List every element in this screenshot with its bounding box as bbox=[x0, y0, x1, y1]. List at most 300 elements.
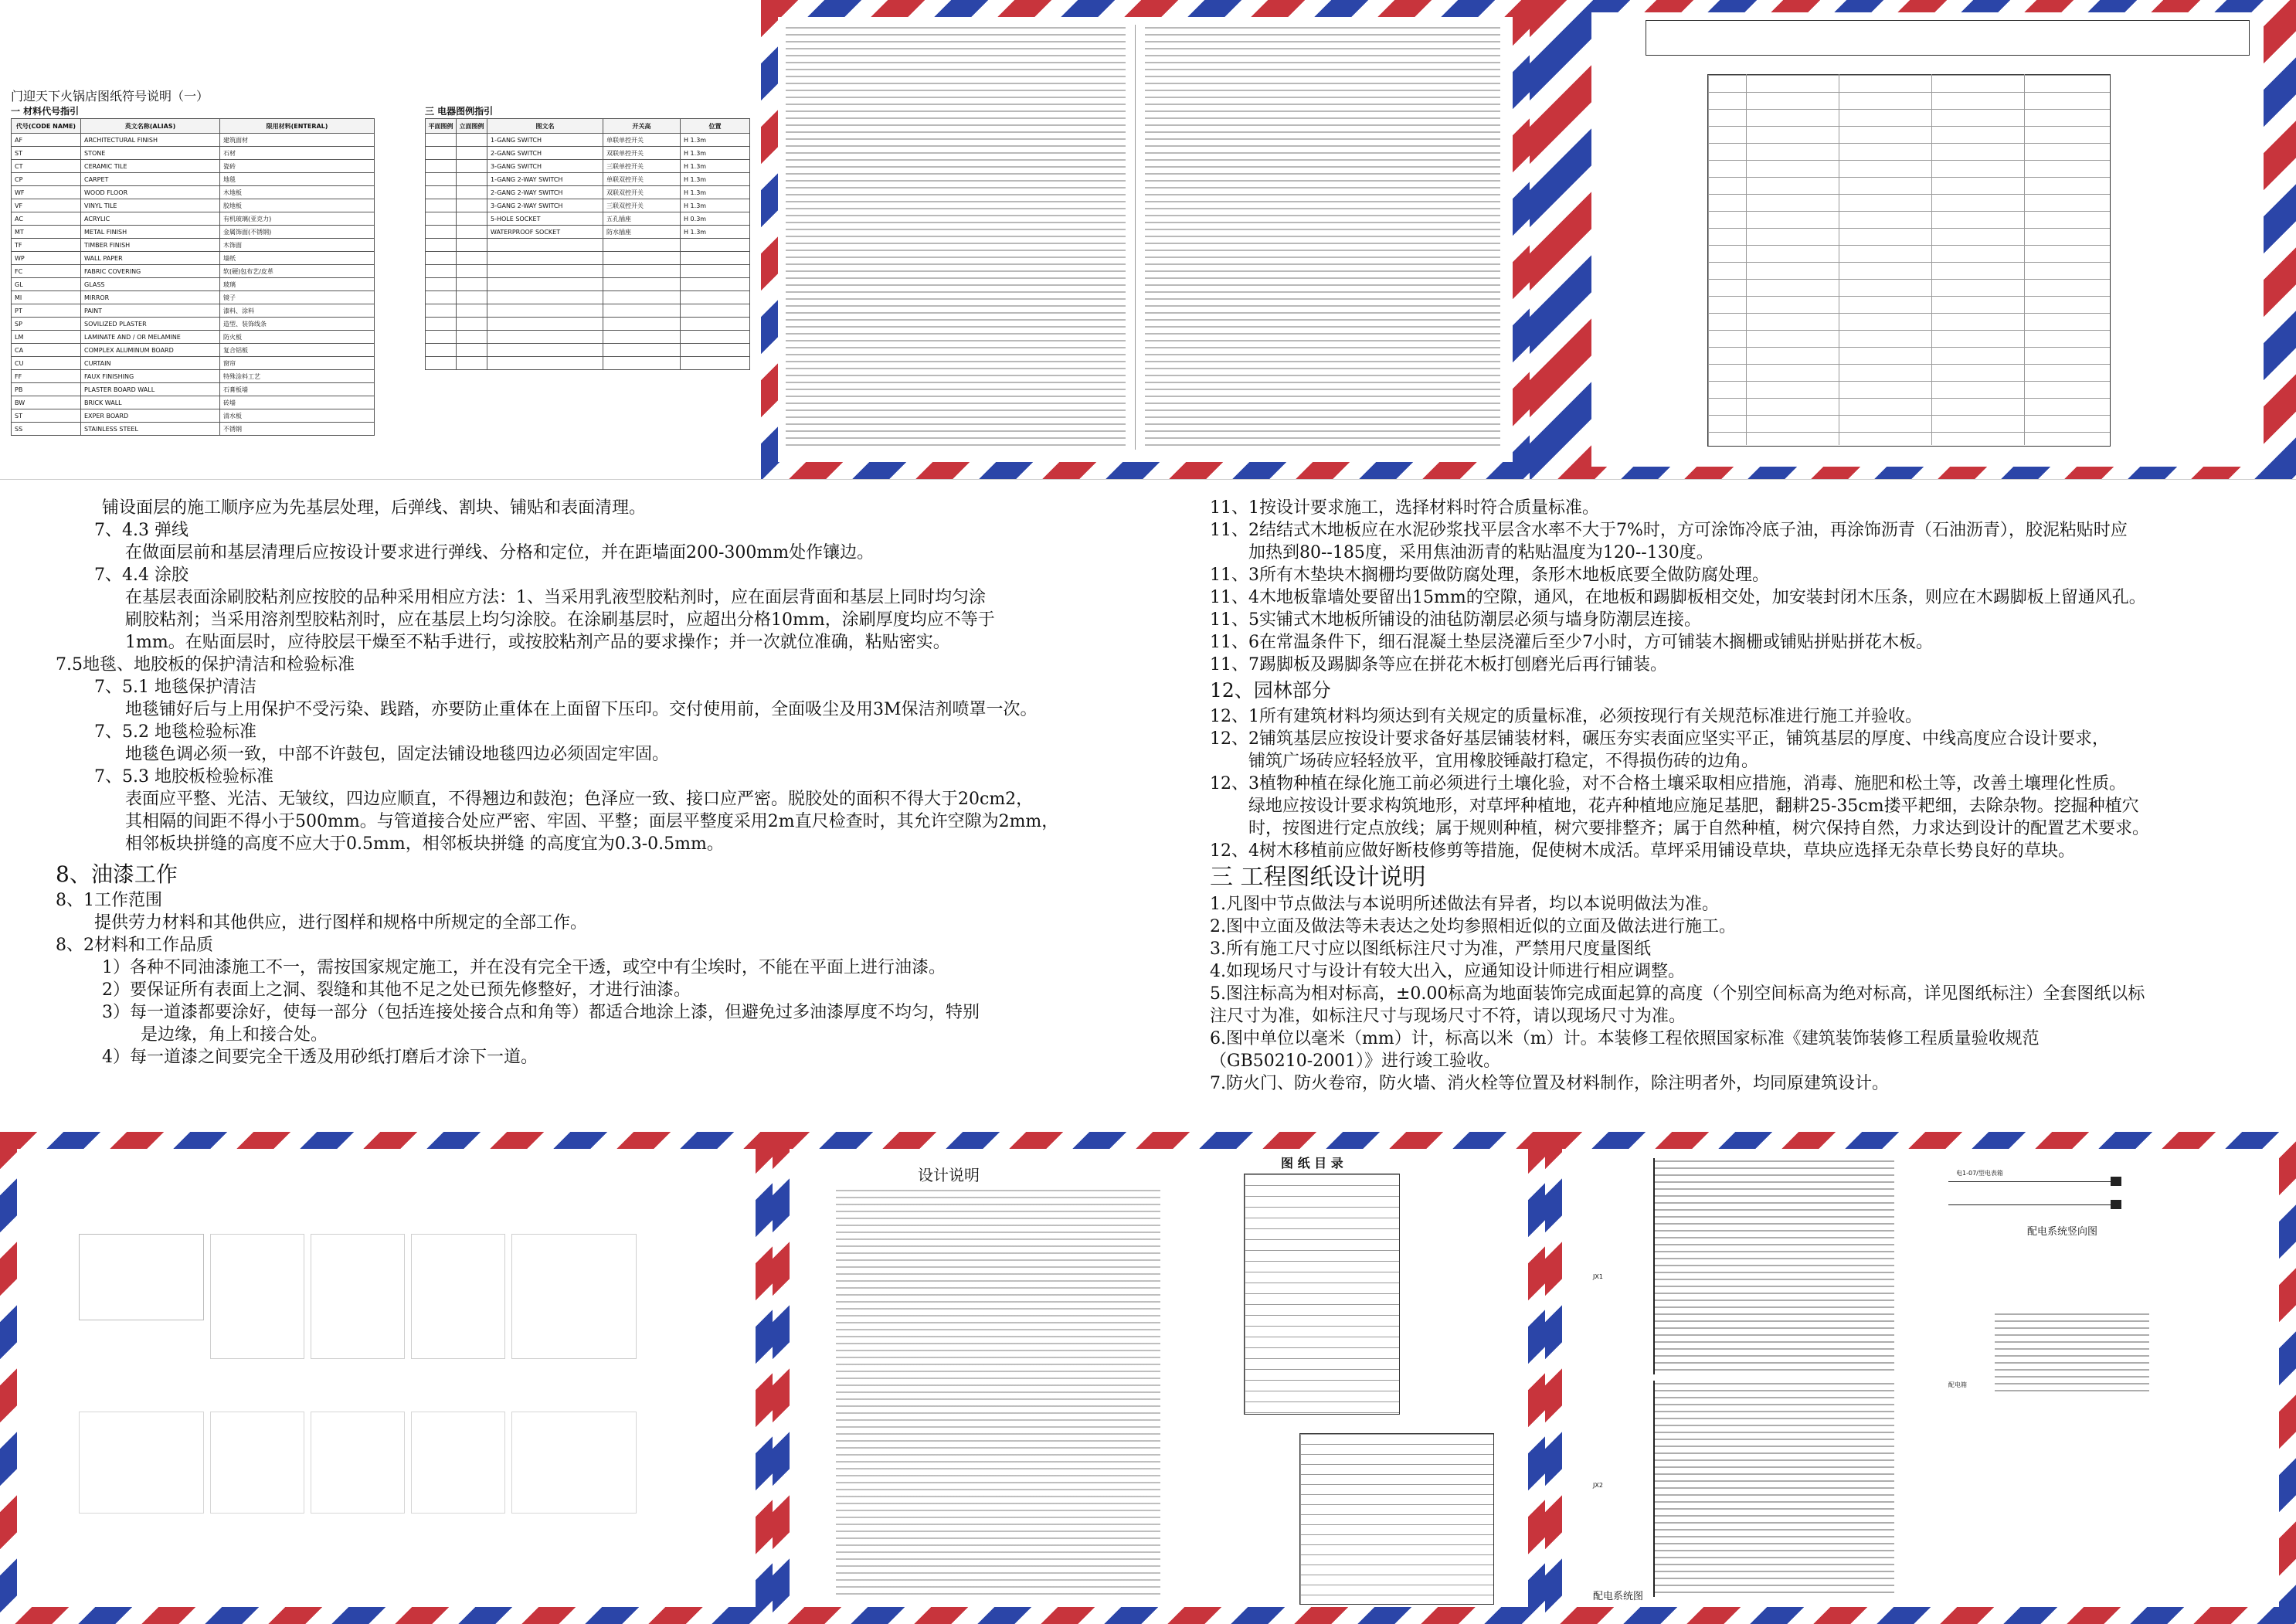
distribution-vertical-title: 配电系统竖向图 bbox=[2027, 1226, 2098, 1238]
material-name: 建筑面材 bbox=[220, 134, 375, 147]
electrical-empty-row bbox=[426, 357, 750, 370]
electrical-empty-row bbox=[426, 278, 750, 291]
spec-line: 时，按图进行定点放线；属于规则种植，树穴要排整齐；属于自然种植，树穴保持自然，力求达到设计的配置艺术要求。 bbox=[1248, 819, 2150, 838]
distribution-title: 配电系统图 bbox=[1593, 1591, 1644, 1602]
meter-box-label: 电1-07/型电表箱 bbox=[1956, 1170, 2003, 1177]
box-label: 配电箱 bbox=[1948, 1381, 1967, 1388]
empty-cell bbox=[487, 331, 603, 344]
spec-line: 是边缘，角上和接合处。 bbox=[141, 1025, 328, 1045]
electrical-row bbox=[426, 212, 750, 226]
circuit-list-lower bbox=[1655, 1381, 1894, 1597]
spec-line: 注尺寸为准，如标注尺寸与现场尺寸不符，请以现场尺寸为准。 bbox=[1210, 1007, 1686, 1026]
materials-row bbox=[12, 186, 375, 199]
material-code: CA bbox=[12, 344, 81, 357]
spec-column-right bbox=[1145, 25, 1500, 450]
material-name: 不锈钢 bbox=[220, 423, 375, 436]
elevation-symbol bbox=[457, 186, 487, 199]
spec-line: 刷胶粘剂；当采用溶剂型胶粘剂时，应在基层上均匀涂胶。在涂刷基层时，应超出分格10mm，涂刷厚度均应不等于 bbox=[125, 610, 995, 630]
spec-line: 3.所有施工尺寸应以图纸标注尺寸为准，严禁用尺度量图纸 bbox=[1210, 939, 1651, 959]
materials-header-alias: 英文名称(ALIAS) bbox=[81, 119, 220, 134]
material-name: 墙纸 bbox=[220, 252, 375, 265]
material-name: 窗帘 bbox=[220, 357, 375, 370]
empty-cell bbox=[457, 304, 487, 318]
material-alias: VINYL TILE bbox=[81, 199, 220, 212]
material-alias: ARCHITECTURAL FINISH bbox=[81, 134, 220, 147]
spec-line: 7、5.2 地毯检验标准 bbox=[94, 722, 256, 742]
spec-line: 12、4树木移植前应做好断枝修剪等措施，促使树木成活。草坪采用铺设草块，草块应选择无杂草长势良好的草块。 bbox=[1210, 841, 2075, 861]
spec-line: 在做面层前和基层清理后应按设计要求进行弹线、分格和定位，并在距墙面200-300mm处作镶边。 bbox=[125, 543, 875, 562]
spec-line: 7、5.3 地胶板检验标准 bbox=[94, 767, 273, 787]
spec-line: 11、7踢脚板及踢脚条等应在拼花木板打刨磨光后再行铺装。 bbox=[1210, 655, 1667, 674]
empty-cell bbox=[426, 252, 457, 265]
material-code: LM bbox=[12, 331, 81, 344]
spec-line: 1mm。在贴面层时，应待胶层干燥至不粘手进行，或按胶粘剂产品的要求操作；并一次就位准确，粘贴密实。 bbox=[125, 633, 950, 652]
elevation-symbol bbox=[457, 226, 487, 239]
materials-row bbox=[12, 265, 375, 278]
device-name: 2-GANG SWITCH bbox=[487, 147, 603, 160]
drawing-thumbnail bbox=[411, 1234, 505, 1359]
material-code: BW bbox=[12, 396, 81, 409]
spec-line: 11、6在常温条件下，细石混凝土垫层浇灌后至少7小时，方可铺装木搁栅或铺贴拼贴拼花木板。 bbox=[1210, 633, 1933, 652]
materials-row bbox=[12, 199, 375, 212]
mount-position: H 0.3m bbox=[681, 212, 750, 226]
materials-row bbox=[12, 291, 375, 304]
material-alias: CARPET bbox=[81, 173, 220, 186]
spec-line: 绿地应按设计要求构筑地形，对草坪种植地，花卉种植地应施足基肥，翻耕25-35cm搂平耙细，去除杂物。挖掘种植穴 bbox=[1248, 797, 2139, 816]
empty-cell bbox=[426, 278, 457, 291]
materials-header-row bbox=[12, 119, 375, 134]
electrical-table bbox=[425, 118, 750, 370]
branch-circuit-block bbox=[1995, 1311, 2149, 1396]
device-name: WATERPROOF SOCKET bbox=[487, 226, 603, 239]
material-name: 复合铝板 bbox=[220, 344, 375, 357]
material-code: MT bbox=[12, 226, 81, 239]
electrical-section-title: 三 电器图例指引 bbox=[425, 106, 494, 117]
elevation-symbol bbox=[457, 147, 487, 160]
empty-cell bbox=[487, 265, 603, 278]
material-alias: STAINLESS STEEL bbox=[81, 423, 220, 436]
material-name: 木地板 bbox=[220, 186, 375, 199]
device-name: 2-GANG 2-WAY SWITCH bbox=[487, 186, 603, 199]
materials-row bbox=[12, 423, 375, 436]
spec-line: 1.凡图中节点做法与本说明所述做法有异者，均以本说明做法为准。 bbox=[1210, 895, 1719, 914]
distribution-panel bbox=[1545, 1132, 2296, 1624]
material-name: 瓷砖 bbox=[220, 160, 375, 173]
empty-cell bbox=[487, 239, 603, 252]
spec-line: 表面应平整、光洁、无皱纹，四边应顺直，不得翘边和鼓泡；色泽应一致、接口应严密。脱胶处的面积不得大于20cm2， bbox=[125, 790, 1034, 809]
material-code: ST bbox=[12, 147, 81, 160]
drawing-index-table bbox=[1244, 1174, 1400, 1415]
empty-cell bbox=[603, 239, 681, 252]
drawing-thumbnail bbox=[210, 1234, 304, 1359]
switch-type: 单联双控开关 bbox=[603, 173, 681, 186]
materials-row bbox=[12, 252, 375, 265]
spec-line: 3）每一道漆都要涂好，使每一部分（包括连接处接合点和角等）都适合地涂上漆，但避免过多油漆厚度不均匀，特别 bbox=[102, 1003, 980, 1022]
breaker-symbol-1 bbox=[2111, 1177, 2121, 1186]
electrical-empty-row bbox=[426, 252, 750, 265]
materials-row bbox=[12, 331, 375, 344]
feeder-line-2 bbox=[1948, 1204, 2111, 1205]
plan-symbol bbox=[426, 212, 457, 226]
switch-type: 三联双控开关 bbox=[603, 199, 681, 212]
material-name: 砖墙 bbox=[220, 396, 375, 409]
busbar-upper bbox=[1653, 1158, 1655, 1374]
schedule-form-col4 bbox=[2024, 74, 2025, 445]
electrical-row bbox=[426, 147, 750, 160]
material-code: AF bbox=[12, 134, 81, 147]
materials-row bbox=[12, 357, 375, 370]
spec-line: 12、2铺筑基层应按设计要求备好基层铺装材料，碾压夯实表面应坚实平正，铺筑基层的厚度、中线高度应合设计要求， bbox=[1210, 729, 2109, 749]
spec-column-left bbox=[786, 25, 1126, 450]
busbar-lower bbox=[1653, 1381, 1655, 1597]
materials-row bbox=[12, 304, 375, 318]
empty-cell bbox=[457, 331, 487, 344]
drawing-thumbnail bbox=[511, 1234, 637, 1359]
switch-type: 双联单控开关 bbox=[603, 147, 681, 160]
device-name: 1-GANG 2-WAY SWITCH bbox=[487, 173, 603, 186]
material-code: FF bbox=[12, 370, 81, 383]
spec-line: 2.图中立面及做法等未表达之处均参照相近似的立面及做法进行施工。 bbox=[1210, 917, 1736, 936]
materials-header-code: 代号(CODE NAME) bbox=[12, 119, 81, 134]
switch-type: 五孔插座 bbox=[603, 212, 681, 226]
materials-row bbox=[12, 383, 375, 396]
spec-heading: 8、油漆工作 bbox=[56, 861, 178, 887]
device-name: 3-GANG SWITCH bbox=[487, 160, 603, 173]
empty-cell bbox=[681, 291, 750, 304]
material-alias: STONE bbox=[81, 147, 220, 160]
empty-cell bbox=[487, 318, 603, 331]
legend-sheet-panel bbox=[0, 0, 761, 480]
material-name: 造型、装饰线条 bbox=[220, 318, 375, 331]
switch-type: 单联单控开关 bbox=[603, 134, 681, 147]
material-name: 镜子 bbox=[220, 291, 375, 304]
drawing-thumbnail bbox=[311, 1234, 405, 1359]
empty-cell bbox=[457, 278, 487, 291]
materials-row bbox=[12, 134, 375, 147]
material-alias: COMPLEX ALUMINUM BOARD bbox=[81, 344, 220, 357]
spec-line: 加热到80--185度，采用焦油沥青的粘贴温度为120--130度。 bbox=[1248, 543, 1714, 562]
spec-line: 12、3植物种植在绿化施工前必须进行土壤化验，对不合格土壤采取相应措施，消毒、施肥和松土等，改善土壤理化性质。 bbox=[1210, 774, 2126, 793]
design-notes-panel bbox=[773, 1132, 1545, 1624]
material-alias: PLASTER BOARD WALL bbox=[81, 383, 220, 396]
spec-right-text bbox=[1210, 497, 2149, 1095]
empty-cell bbox=[603, 265, 681, 278]
drawing-index-title: 图 纸 目 录 bbox=[1281, 1156, 1343, 1170]
schedule-form-sheet bbox=[1591, 12, 2264, 467]
empty-cell bbox=[681, 357, 750, 370]
schedule-form-col3 bbox=[1931, 74, 1932, 445]
equipment-legend-table bbox=[1299, 1433, 1494, 1605]
device-name: 3-GANG 2-WAY SWITCH bbox=[487, 199, 603, 212]
drawing-thumbnail bbox=[411, 1412, 505, 1514]
material-code: CT bbox=[12, 160, 81, 173]
materials-row bbox=[12, 396, 375, 409]
material-code: FC bbox=[12, 265, 81, 278]
electrical-empty-row bbox=[426, 239, 750, 252]
electrical-row bbox=[426, 186, 750, 199]
empty-cell bbox=[487, 278, 603, 291]
spec-column-divider bbox=[1135, 25, 1136, 450]
thumbnail-sheet bbox=[17, 1149, 756, 1607]
elevation-symbol bbox=[457, 134, 487, 147]
jx1-label: JX1 bbox=[1593, 1273, 1603, 1280]
drawing-thumbnail bbox=[79, 1234, 204, 1320]
material-code: ST bbox=[12, 409, 81, 423]
materials-table bbox=[11, 118, 375, 436]
empty-cell bbox=[681, 265, 750, 278]
design-notes-sheet bbox=[790, 1149, 1528, 1607]
empty-cell bbox=[457, 318, 487, 331]
electrical-header-elev: 立面图例 bbox=[457, 119, 487, 134]
materials-rows bbox=[12, 134, 375, 436]
circuit-list-upper bbox=[1655, 1158, 1894, 1374]
empty-cell bbox=[681, 331, 750, 344]
electrical-empty-row bbox=[426, 291, 750, 304]
device-name: 5-HOLE SOCKET bbox=[487, 212, 603, 226]
material-name: 防火板 bbox=[220, 331, 375, 344]
material-alias: LAMINATE AND / OR MELAMINE bbox=[81, 331, 220, 344]
mount-position: H 1.3m bbox=[681, 199, 750, 212]
spec-line: 提供劳力材料和其他供应，进行图样和规格中所规定的全部工作。 bbox=[94, 913, 588, 933]
spec-left-text bbox=[56, 497, 1058, 1069]
spec-line: 地毯铺好后与上用保护不受污染、践踏，亦要防止重体在上面留下压印。交付使用前，全面吸尘及用3M保洁剂喷罩一次。 bbox=[125, 700, 1038, 719]
empty-cell bbox=[603, 357, 681, 370]
material-code: VF bbox=[12, 199, 81, 212]
elevation-symbol bbox=[457, 160, 487, 173]
spec-line: 7、4.4 涂胶 bbox=[94, 566, 189, 585]
material-name: 石膏板墙 bbox=[220, 383, 375, 396]
switch-type: 防水插座 bbox=[603, 226, 681, 239]
material-name: 石材 bbox=[220, 147, 375, 160]
spec-line: 7、5.1 地毯保护清洁 bbox=[94, 678, 256, 697]
empty-cell bbox=[426, 344, 457, 357]
empty-cell bbox=[681, 318, 750, 331]
breaker-symbol-2 bbox=[2111, 1200, 2121, 1209]
material-code: CU bbox=[12, 357, 81, 370]
plan-symbol bbox=[426, 134, 457, 147]
material-name: 金属饰面(不锈钢) bbox=[220, 226, 375, 239]
material-name: 有机玻璃(亚克力) bbox=[220, 212, 375, 226]
plan-symbol bbox=[426, 226, 457, 239]
empty-cell bbox=[457, 291, 487, 304]
drawing-thumbnail bbox=[210, 1412, 304, 1514]
empty-cell bbox=[426, 239, 457, 252]
empty-cell bbox=[603, 252, 681, 265]
empty-cell bbox=[487, 291, 603, 304]
spec-line: 7.5地毯、地胶板的保护清洁和检验标准 bbox=[56, 655, 355, 674]
material-alias: PAINT bbox=[81, 304, 220, 318]
materials-row bbox=[12, 173, 375, 186]
material-alias: CERAMIC TILE bbox=[81, 160, 220, 173]
material-code: MI bbox=[12, 291, 81, 304]
materials-row bbox=[12, 212, 375, 226]
plan-symbol bbox=[426, 186, 457, 199]
empty-cell bbox=[426, 318, 457, 331]
empty-cell bbox=[603, 304, 681, 318]
materials-row bbox=[12, 239, 375, 252]
feeder-line-1 bbox=[1948, 1181, 2111, 1182]
schedule-form-panel bbox=[1530, 0, 2296, 479]
electrical-header-name: 图文名 bbox=[487, 119, 603, 134]
empty-cell bbox=[487, 252, 603, 265]
empty-cell bbox=[457, 265, 487, 278]
elevation-symbol bbox=[457, 173, 487, 186]
material-alias: MIRROR bbox=[81, 291, 220, 304]
empty-cell bbox=[487, 304, 603, 318]
material-alias: WOOD FLOOR bbox=[81, 186, 220, 199]
mount-position: H 1.3m bbox=[681, 134, 750, 147]
plan-symbol bbox=[426, 160, 457, 173]
spec-panel-right bbox=[1143, 479, 2296, 1133]
elevation-symbol bbox=[457, 212, 487, 226]
material-alias: SOVILIZED PLASTER bbox=[81, 318, 220, 331]
empty-cell bbox=[603, 318, 681, 331]
electrical-empty-row bbox=[426, 318, 750, 331]
empty-cell bbox=[426, 265, 457, 278]
spec-line: 2）要保证所有表面上之洞、裂缝和其他不足之处已预先修整好，才进行油漆。 bbox=[102, 980, 691, 1000]
spec-line: 11、2结结式木地板应在水泥砂浆找平层含水率不大于7%时，方可涂饰冷底子油，再涂饰沥青（石油沥青），胶泥粘贴时应 bbox=[1210, 521, 2128, 540]
jx2-label: JX2 bbox=[1593, 1482, 1603, 1489]
spec-line: 8、2材料和工作品质 bbox=[56, 936, 213, 955]
spec-heading: 12、园林部分 bbox=[1210, 679, 1331, 702]
empty-cell bbox=[457, 252, 487, 265]
empty-cell bbox=[487, 344, 603, 357]
material-code: WP bbox=[12, 252, 81, 265]
empty-cell bbox=[457, 357, 487, 370]
electrical-rows bbox=[426, 134, 750, 370]
materials-row bbox=[12, 344, 375, 357]
spec-line: 地毯色调必须一致，中部不许鼓包，固定法铺设地毯四边必须固定牢固。 bbox=[125, 745, 670, 764]
spec-line: 7、4.3 弹线 bbox=[94, 521, 189, 540]
electrical-empty-row bbox=[426, 265, 750, 278]
spec-text-panel-top bbox=[761, 0, 1530, 479]
device-name: 1-GANG SWITCH bbox=[487, 134, 603, 147]
schedule-form-col1 bbox=[1746, 74, 1747, 445]
materials-row bbox=[12, 318, 375, 331]
material-name: 木饰面 bbox=[220, 239, 375, 252]
mount-position: H 1.3m bbox=[681, 186, 750, 199]
drawing-thumbnail bbox=[511, 1412, 637, 1514]
empty-cell bbox=[603, 278, 681, 291]
material-name: 地毯 bbox=[220, 173, 375, 186]
elevation-symbol bbox=[457, 199, 487, 212]
spec-line: 其相隔的间距不得小于500mm。与管道接合处应严密、牢固、平整；面层平整度采用2m直尺检查时，其允许空隙为2mm， bbox=[125, 812, 1059, 831]
spec-heading: 三 工程图纸设计说明 bbox=[1210, 864, 1426, 891]
material-name: 玻璃 bbox=[220, 278, 375, 291]
materials-header-material: 限用材料(ENTERAL) bbox=[220, 119, 375, 134]
mount-position: H 1.3m bbox=[681, 226, 750, 239]
spec-line: 7.防火门、防火卷帘，防火墙、消火栓等位置及材料制作，除注明者外，均同原建筑设计。 bbox=[1210, 1074, 1889, 1093]
material-code: GL bbox=[12, 278, 81, 291]
material-name: 软(硬)包布艺/皮革 bbox=[220, 265, 375, 278]
mount-position: H 1.3m bbox=[681, 160, 750, 173]
material-name: 胶地板 bbox=[220, 199, 375, 212]
spec-right-top-line: 11、1按设计要求施工，选择材料时符合质量标准。 bbox=[1210, 498, 1599, 518]
schedule-form-header bbox=[1646, 20, 2250, 56]
electrical-row bbox=[426, 226, 750, 239]
material-code: CP bbox=[12, 173, 81, 186]
empty-cell bbox=[426, 331, 457, 344]
empty-cell bbox=[457, 239, 487, 252]
electrical-row bbox=[426, 199, 750, 212]
spec-line: 12、1所有建筑材料均须达到有关规定的质量标准，必须按现行有关规范标准进行施工并验收。 bbox=[1210, 707, 1922, 726]
empty-cell bbox=[603, 331, 681, 344]
materials-row bbox=[12, 409, 375, 423]
materials-row bbox=[12, 160, 375, 173]
spec-line: 11、4木地板靠墙处要留出15mm的空隙，通风，在地板和踢脚板相交处，加安装封闭木压条，则应在木踢脚板上留通风孔。 bbox=[1210, 588, 2146, 607]
material-alias: EXPER BOARD bbox=[81, 409, 220, 423]
plan-symbol bbox=[426, 173, 457, 186]
spec-line: 6.图中单位以毫米（mm）计，标高以米（m）计。本装修工程依照国家标准《建筑装饰装修工程质量验收规范 bbox=[1210, 1029, 2040, 1048]
material-alias: ACRYLIC bbox=[81, 212, 220, 226]
electrical-empty-row bbox=[426, 304, 750, 318]
materials-row bbox=[12, 370, 375, 383]
spec-panel-left bbox=[0, 479, 1143, 1133]
design-notes-body bbox=[836, 1187, 1160, 1597]
materials-section-title: 一 材料代号指引 bbox=[11, 106, 80, 117]
material-alias: FAUX FINISHING bbox=[81, 370, 220, 383]
electrical-empty-row bbox=[426, 344, 750, 357]
spec-line: （GB50210-2001）》进行竣工验收。 bbox=[1210, 1052, 1501, 1071]
electrical-row bbox=[426, 173, 750, 186]
spec-text-sheet bbox=[778, 17, 1513, 462]
material-name: 清水板 bbox=[220, 409, 375, 423]
drawing-thumbnail bbox=[79, 1412, 204, 1514]
mount-position: H 1.3m bbox=[681, 147, 750, 160]
empty-cell bbox=[426, 304, 457, 318]
drawing-thumbnail bbox=[311, 1412, 405, 1514]
mount-position: H 1.3m bbox=[681, 173, 750, 186]
material-code: WF bbox=[12, 186, 81, 199]
empty-cell bbox=[426, 357, 457, 370]
spec-left-top-line: 铺设面层的施工顺序应为先基层处理，后弹线、割块、铺贴和表面清理。 bbox=[102, 498, 647, 518]
schedule-form-table bbox=[1707, 74, 2111, 447]
electrical-header-row bbox=[426, 119, 750, 134]
empty-cell bbox=[681, 304, 750, 318]
electrical-row bbox=[426, 160, 750, 173]
empty-cell bbox=[426, 291, 457, 304]
material-name: 漆料、涂料 bbox=[220, 304, 375, 318]
materials-row bbox=[12, 147, 375, 160]
design-notes-title: 设计说明 bbox=[918, 1166, 980, 1184]
distribution-sheet bbox=[1562, 1149, 2279, 1607]
spec-line: 4）每一道漆之间要完全干透及用砂纸打磨后才涂下一道。 bbox=[102, 1048, 538, 1067]
material-alias: WALL PAPER bbox=[81, 252, 220, 265]
empty-cell bbox=[603, 344, 681, 357]
material-alias: METAL FINISH bbox=[81, 226, 220, 239]
empty-cell bbox=[487, 357, 603, 370]
thumbnail-panel bbox=[0, 1132, 773, 1624]
spec-line: 相邻板块拼缝的高度不应大于0.5mm，相邻板块拼缝 的高度宜为0.3-0.5mm。 bbox=[125, 834, 724, 854]
material-code: PB bbox=[12, 383, 81, 396]
materials-row bbox=[12, 278, 375, 291]
electrical-row bbox=[426, 134, 750, 147]
empty-cell bbox=[457, 344, 487, 357]
spec-line: 8、1工作范围 bbox=[56, 891, 162, 910]
material-code: SP bbox=[12, 318, 81, 331]
material-code: PT bbox=[12, 304, 81, 318]
plan-symbol bbox=[426, 199, 457, 212]
empty-cell bbox=[681, 344, 750, 357]
empty-cell bbox=[681, 239, 750, 252]
electrical-header-plan: 平面图例 bbox=[426, 119, 457, 134]
material-alias: FABRIC COVERING bbox=[81, 265, 220, 278]
material-code: AC bbox=[12, 212, 81, 226]
spec-line: 1）各种不同油漆施工不一，需按国家规定施工，并在没有完全干透，或空中有尘埃时，不能在平面上进行油漆。 bbox=[102, 958, 946, 977]
empty-cell bbox=[603, 291, 681, 304]
spec-line: 11、3所有木垫块木搁栅均要做防腐处理，条形木地板底要全做防腐处理。 bbox=[1210, 566, 1769, 585]
material-alias: BRICK WALL bbox=[81, 396, 220, 409]
